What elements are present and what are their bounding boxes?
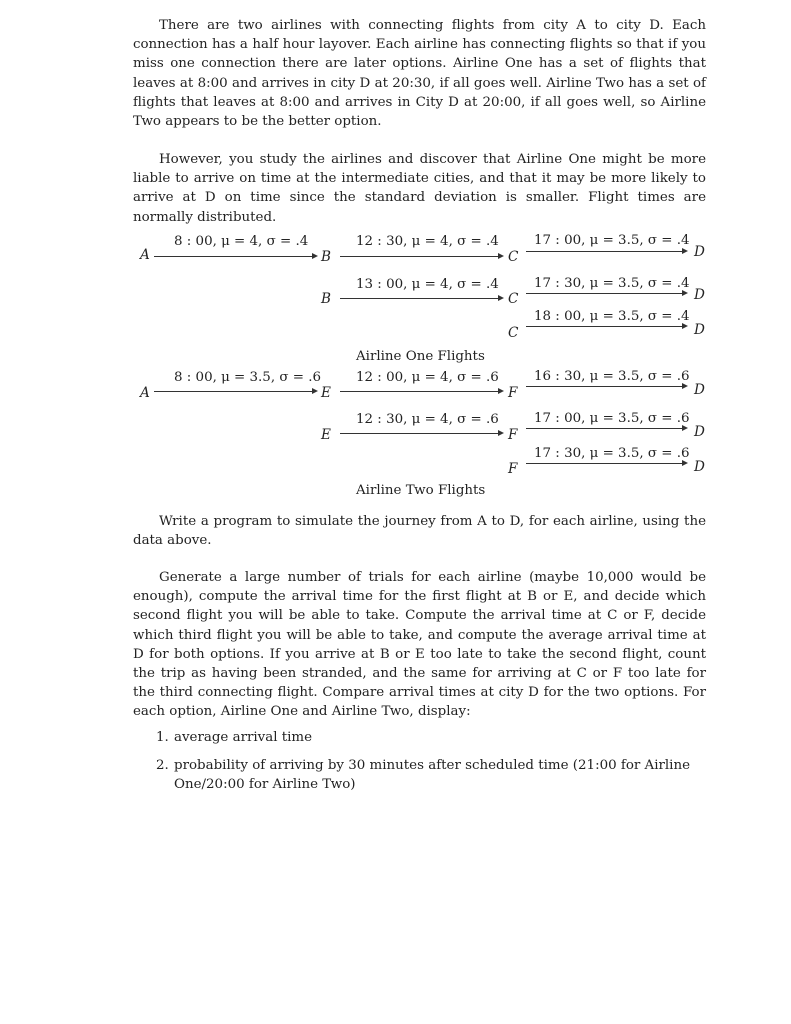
flight-arrow (526, 326, 686, 327)
list-number: 2. (156, 758, 169, 774)
node-b: B (321, 291, 331, 307)
flight-label: 18 : 00, μ = 3.5, σ = .4 (534, 309, 690, 324)
output-list (146, 728, 706, 804)
flight-label: 12 : 30, μ = 4, σ = .4 (356, 234, 499, 249)
flight-arrow (526, 463, 686, 464)
node-d: D (694, 322, 705, 338)
study-paragraph: However, you study the airlines and discover that Airline One might be more liable to arrive on time at the intermediate cities, and that it may be more likely to arrive at D on time since the standard deviation is smaller. Flight times are normally distributed. (133, 152, 706, 225)
flight-label: 12 : 30, μ = 4, σ = .6 (356, 412, 499, 427)
flight-arrow (526, 293, 686, 294)
node-c: C (508, 325, 519, 341)
node-f: F (508, 385, 518, 401)
flight-arrow (340, 298, 502, 299)
flight-label: 17 : 30, μ = 3.5, σ = .4 (534, 276, 690, 291)
node-a: A (140, 247, 150, 263)
list-item (146, 728, 706, 747)
node-f: F (508, 427, 518, 443)
node-d: D (694, 287, 705, 303)
flight-arrow (526, 428, 686, 429)
flight-label: 16 : 30, μ = 3.5, σ = .6 (534, 369, 690, 384)
node-c: C (508, 291, 519, 307)
flight-arrow (340, 391, 502, 392)
task-paragraph: Write a program to simulate the journey from A to D, for each airline, using the data above. (133, 514, 706, 549)
flight-label: 8 : 00, μ = 3.5, σ = .6 (174, 370, 321, 385)
list-text: probability of arriving by 30 minutes after scheduled time (21:00 for Airline One/20:00 for Airline Two) (174, 758, 691, 793)
flight-label: 8 : 00, μ = 4, σ = .4 (174, 234, 309, 249)
node-e: E (321, 427, 331, 443)
flight-label: 12 : 00, μ = 4, σ = .6 (356, 370, 499, 385)
flight-label: 17 : 00, μ = 3.5, σ = .4 (534, 233, 690, 248)
node-a: A (140, 385, 150, 401)
node-d: D (694, 244, 705, 260)
flight-arrow (526, 386, 686, 387)
node-d: D (694, 424, 705, 440)
flight-label: 13 : 00, μ = 4, σ = .4 (356, 277, 499, 292)
airline-one-caption: Airline One Flights (356, 349, 485, 364)
list-text: average arrival time (174, 730, 313, 745)
flight-arrow (154, 391, 316, 392)
airline-two-caption: Airline Two Flights (356, 483, 486, 498)
flight-arrow (154, 256, 316, 257)
instructions-paragraph: Generate a large number of trials for each airline (maybe 10,000 would be enough), compute the arrival time for the first flight at B or E, and decide which second flight you will be able to take. Compute the arrival time at C or F, decide which third flight you will be able to take, and compute the average arrival time at D for both options. If you arrive at B or E too late to take the second flight, count the trip as having been stranded, and the same for arriving at C or F too late for the third connecting flight. Compare arrival times at city D for the two options. For each option, Airline One and Airline Two, display: (133, 570, 706, 720)
flight-arrow (340, 256, 502, 257)
node-c: C (508, 249, 519, 265)
intro-paragraph: There are two airlines with connecting flights from city A to city D. Each connection has a half hour layover. Each airline has connecting flights so that if you miss one connection there are later options. Airline One has a set of flights that leaves at 8:00 and arrives in city D at 20:30, if all goes well. Airline Two has a set of flights that leaves at 8:00 and arrives in City D at 20:00, if all goes well, so Airline Two appears to be the better option. (133, 18, 706, 130)
list-item (146, 756, 706, 794)
flight-arrow (526, 251, 686, 252)
node-d: D (694, 382, 705, 398)
node-d: D (694, 459, 705, 475)
list-number: 1. (156, 730, 169, 745)
flight-label: 17 : 00, μ = 3.5, σ = .6 (534, 411, 690, 426)
node-e: E (321, 385, 331, 401)
node-f: F (508, 461, 518, 477)
flight-label: 17 : 30, μ = 3.5, σ = .6 (534, 446, 690, 461)
flight-arrow (340, 433, 502, 434)
node-b: B (321, 249, 331, 265)
